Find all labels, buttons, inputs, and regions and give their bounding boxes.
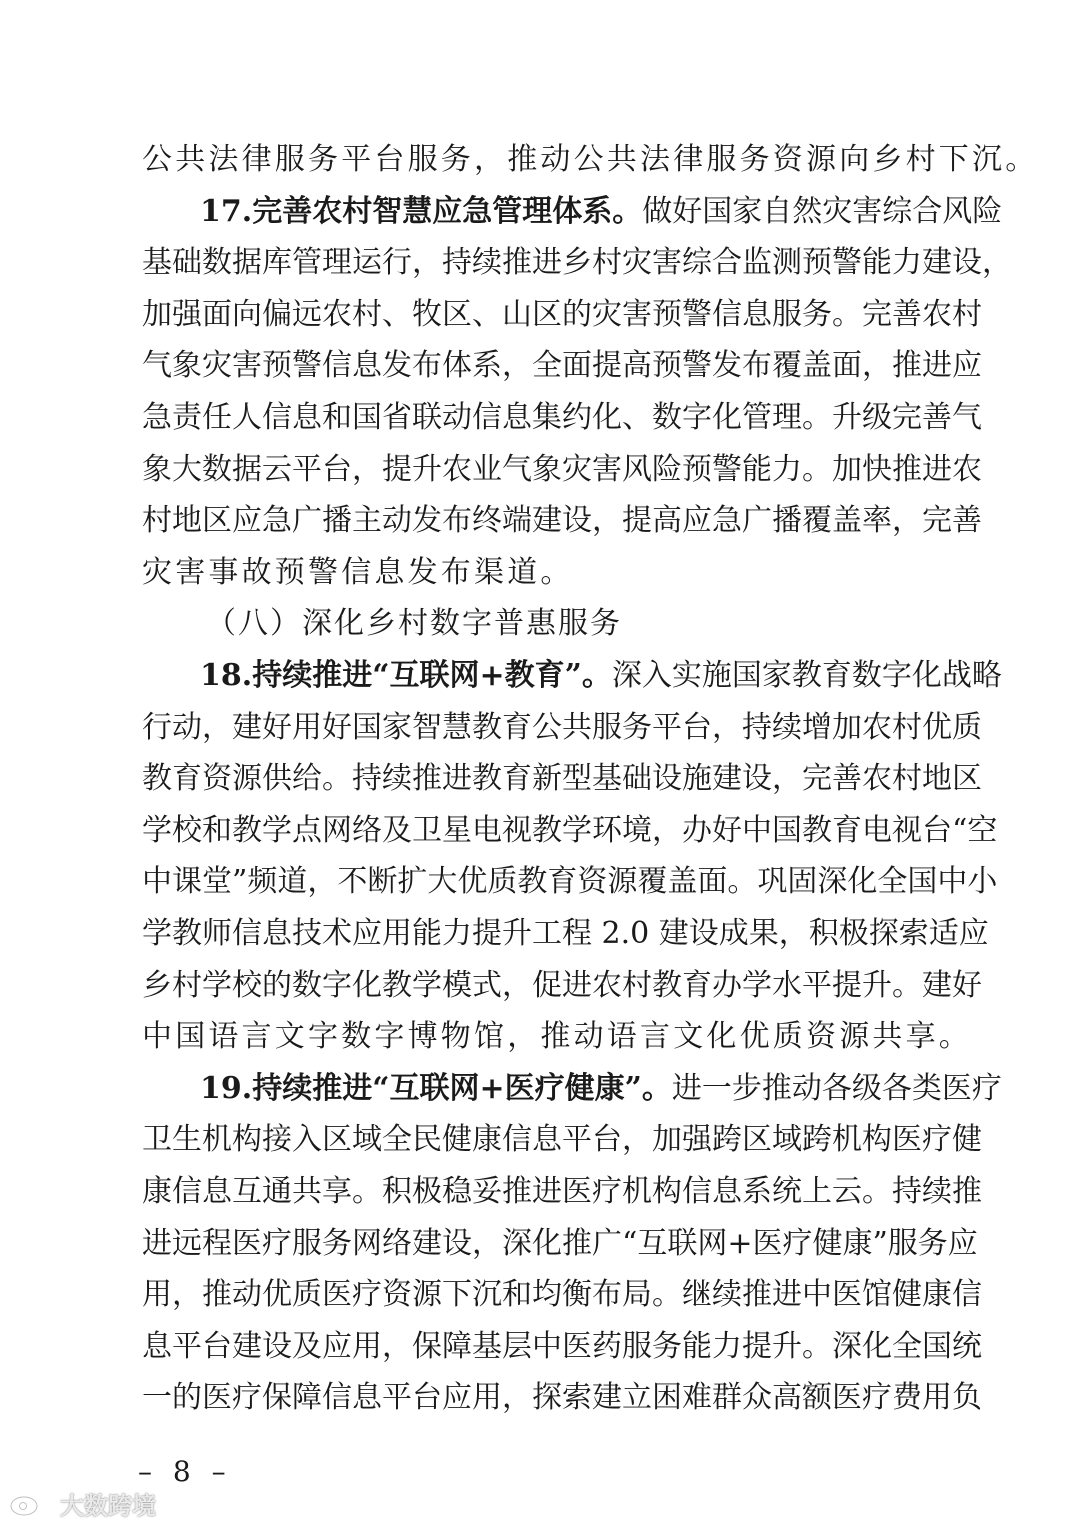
line-text: 卫生机构接入区域全民健康信息平台，加强跨区域跨机构医疗健 — [142, 1122, 982, 1158]
text-line — [200, 653, 1002, 699]
text-line — [200, 1066, 1002, 1112]
text-line — [142, 1324, 982, 1370]
text-line — [142, 498, 982, 544]
line-text: 进一步推动各级各类医疗 — [671, 1070, 1002, 1106]
text-line — [142, 447, 982, 493]
watermark — [8, 1486, 156, 1520]
text-line — [142, 1272, 982, 1318]
text-line — [142, 756, 982, 802]
text-line — [142, 1169, 982, 1215]
weibo-style-logo-icon — [8, 1489, 54, 1517]
line-text: 息平台建设及应用，保障基层中医药服务能力提升。深化全国统 — [142, 1328, 982, 1364]
line-text: （八）深化乡村数字普惠服务 — [206, 606, 622, 642]
line-text: 公共法律服务平台服务，推动公共法律服务资源向乡村下沉。 — [142, 142, 1039, 177]
text-line — [142, 137, 1039, 183]
text-line — [142, 343, 982, 389]
text-line — [142, 859, 998, 905]
text-line — [142, 1117, 982, 1163]
item-heading: 17.完善农村智慧应急管理体系。 — [200, 193, 643, 229]
line-text: 深入实施国家教育数字化战略 — [611, 658, 1002, 693]
line-text: 进远程医疗服务网络建设，深化推广“互联网+医疗健康”服务应 — [142, 1225, 978, 1261]
text-line — [142, 1221, 978, 1267]
line-text: 加强面向偏远农村、牧区、山区的灾害预警信息服务。完善农村 — [142, 296, 982, 332]
line-text: 一的医疗保障信息平台应用，探索建立困难群众高额医疗费用负 — [142, 1380, 982, 1416]
text-line — [200, 189, 1003, 235]
line-text: 学教师信息技术应用能力提升工程 2.0 建设成果，积极探索适应 — [142, 916, 989, 951]
watermark-text: 大数跨境 — [60, 1491, 156, 1520]
page-number: – 8 – — [138, 1455, 232, 1488]
text-line — [142, 1375, 982, 1421]
text-line — [142, 963, 982, 1009]
text-line — [142, 1014, 972, 1060]
text-line — [142, 240, 1012, 286]
line-text: 中国语言文字数字博物馆，推动语言文化优质资源共享。 — [142, 1019, 972, 1055]
line-text: 做好国家自然灾害综合风险 — [642, 193, 1003, 229]
text-line — [142, 705, 982, 751]
line-text: 村地区应急广播主动发布终端建设，提高应急广播覆盖率，完善 — [142, 503, 982, 539]
text-line — [142, 395, 982, 441]
line-text: 教育资源供给。持续推进教育新型基础设施建设，完善农村地区 — [142, 761, 982, 797]
line-text: 行动，建好用好国家智慧教育公共服务平台，持续增加农村优质 — [142, 709, 982, 745]
item-heading: 18.持续推进“互联网+教育”。 — [200, 658, 612, 693]
text-line — [142, 292, 982, 338]
line-text: 康信息互通共享。积极稳妥推进医疗机构信息系统上云。持续推 — [142, 1174, 982, 1209]
line-text: 乡村学校的数字化教学模式，促进农村教育办学水平提升。建好 — [142, 967, 982, 1003]
line-text: 急责任人信息和国省联动信息集约化、数字化管理。升级完善气 — [142, 400, 982, 435]
line-text: 象大数据云平台，提升农业气象灾害风险预警能力。加快推进农 — [142, 451, 982, 487]
line-text: 用，推动优质医疗资源下沉和均衡布局。继续推进中医馆健康信 — [142, 1277, 982, 1313]
line-text: 学校和教学点网络及卫星电视教学环境，办好中国教育电视台“空 — [142, 812, 998, 848]
line-text: 灾害事故预警信息发布渠道。 — [142, 554, 574, 590]
item-heading: 19.持续推进“互联网+医疗健康”。 — [200, 1070, 672, 1106]
line-text: 气象灾害预警信息发布体系，全面提高预警发布覆盖面，推进应 — [142, 348, 982, 384]
line-text: 中课堂”频道，不断扩大优质教育资源覆盖面。巩固深化全国中小 — [142, 864, 998, 900]
text-line — [142, 911, 989, 957]
line-text: 基础数据库管理运行，持续推进乡村灾害综合监测预警能力建设， — [142, 245, 1012, 281]
section-heading — [206, 601, 806, 647]
text-line — [142, 808, 998, 854]
text-line — [142, 550, 958, 596]
